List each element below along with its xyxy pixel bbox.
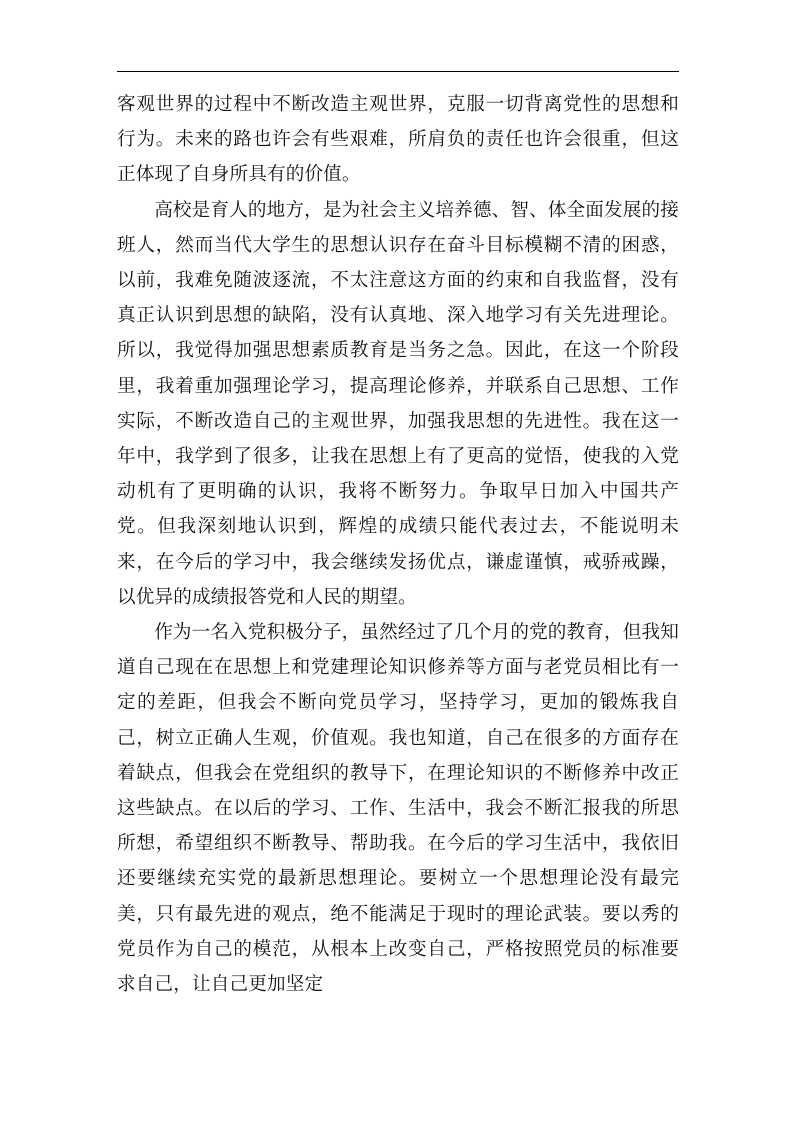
paragraph-1: 客观世界的过程中不断改造主观世界，克服一切背离党性的思想和行为。未来的路也许会有些艰难，所肩负的责任也许会很重，但这正体现了自身所具有的价值。 [117, 94, 679, 186]
header-rule [117, 71, 679, 72]
paragraph-3: 作为一名入党积极分子，虽然经过了几个月的党的教育，但我知道自己现在在思想上和党建理论知识修养等方面与老党员相比有一定的差距，但我会不断向党员学习，坚持学习，更加的锻炼我自己，树立正确人生观，价值观。我也知道，自己在很多的方面存在着缺点，但我会在党组织的教导下，在理论知识的不断修养中改正这些缺点。在以后的学习、工作、生活中，我会不断汇报我的所思所想，希望组织不断教导、帮助我。在今后的学习生活中，我依旧还要继续充实党的最新思想理论。要树立一个思想理论没有最完美，只有最先进的观点，绝不能满足于现时的理论武装。要以秀的党员作为自己的模范，从根本上改变自己，严格按照党员的标准要求自己，让自己更加坚定 [117, 622, 680, 996]
paragraph-2: 高校是育人的地方，是为社会主义培养德、智、体全面发展的接班人，然而当代大学生的思想认识存在奋斗目标模糊不清的困惑，以前，我难免随波逐流，不太注意这方面的约束和自我监督，没有真正认识到思想的缺陷，没有认真地、深入地学习有关先进理论。所以，我觉得加强思想素质教育是当务之急。因此，在这一个阶段里，我着重加强理论学习，提高理论修养，并联系自己思想、工作实际，不断改造自己的主观世界，加强我思想的先进性。我在这一年中，我学到了很多，让我在思想上有了更高的觉悟，使我的入党动机有了更明确的认识，我将不断努力。争取早日加入中国共产党。但我深刻地认识到，辉煌的成绩只能代表过去，不能说明未来，在今后的学习中，我会继续发扬优点，谦虚谨慎，戒骄戒躁，以优异的成绩报答党和人民的期望。 [117, 199, 680, 608]
document-body [117, 87, 679, 1002]
